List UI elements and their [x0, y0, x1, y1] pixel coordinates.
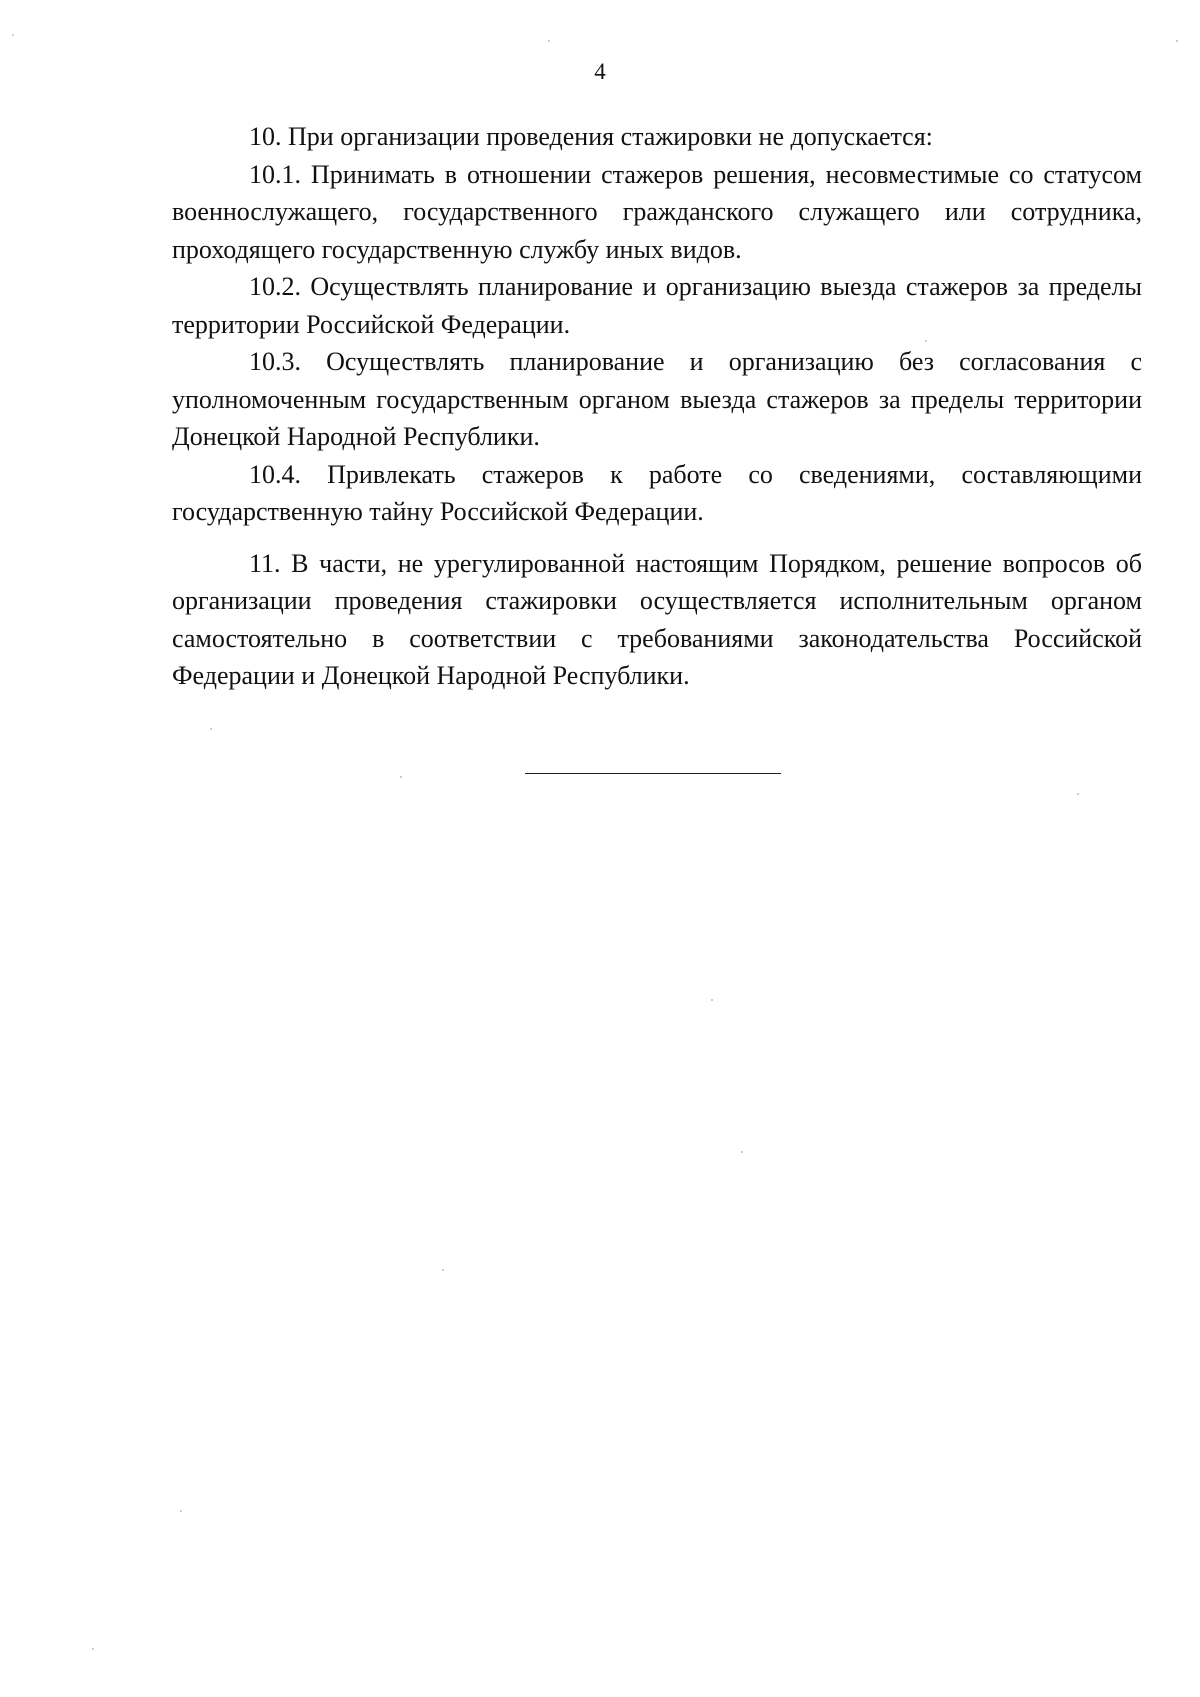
scan-speck — [400, 776, 402, 778]
scan-speck — [12, 34, 14, 36]
scan-speck — [741, 1151, 743, 1153]
scan-speck — [442, 1269, 444, 1271]
scan-speck — [210, 728, 212, 730]
paragraph-10-2: 10.2. Осуществлять планирование и организацию выезда стажеров за пределы территории Российской Федерации. — [172, 272, 1142, 339]
closing-divider — [525, 773, 781, 774]
scan-speck — [92, 1648, 94, 1650]
scan-speck — [1077, 793, 1079, 795]
paragraph-10-3: 10.3. Осуществлять планирование и организацию без согласования с уполномоченным государственным органом выезда стажеров за пределы территории Донецкой Народной Республики. — [172, 347, 1142, 451]
paragraph-10-1: 10.1. Принимать в отношении стажеров решения, несовместимые со статусом военнослужащего, государственного гражданского служащего или сотрудника, проходящего государственную службу иных видов. — [172, 159, 1142, 264]
document-body — [172, 118, 1142, 695]
scan-speck — [925, 340, 927, 342]
scan-speck — [180, 1510, 182, 1512]
scan-speck — [711, 999, 713, 1001]
paragraph-10: 10. При организации проведения стажировки не допускается: — [249, 122, 933, 151]
paragraph-11: 11. В части, не урегулированной настоящим Порядком, решение вопросов об организации проведения стажировки осуществляется исполнительным органом самостоятельно в соответствии с требованиями законодательства Российской Федерации и Донецкой Народной Республики. — [172, 548, 1142, 690]
page-number: 4 — [594, 59, 606, 84]
scan-speck — [548, 40, 550, 42]
scan-speck — [1176, 40, 1178, 42]
paragraph-10-4: 10.4. Привлекать стажеров к работе со сведениями, составляющими государственную тайну Российской Федерации. — [172, 459, 1142, 526]
